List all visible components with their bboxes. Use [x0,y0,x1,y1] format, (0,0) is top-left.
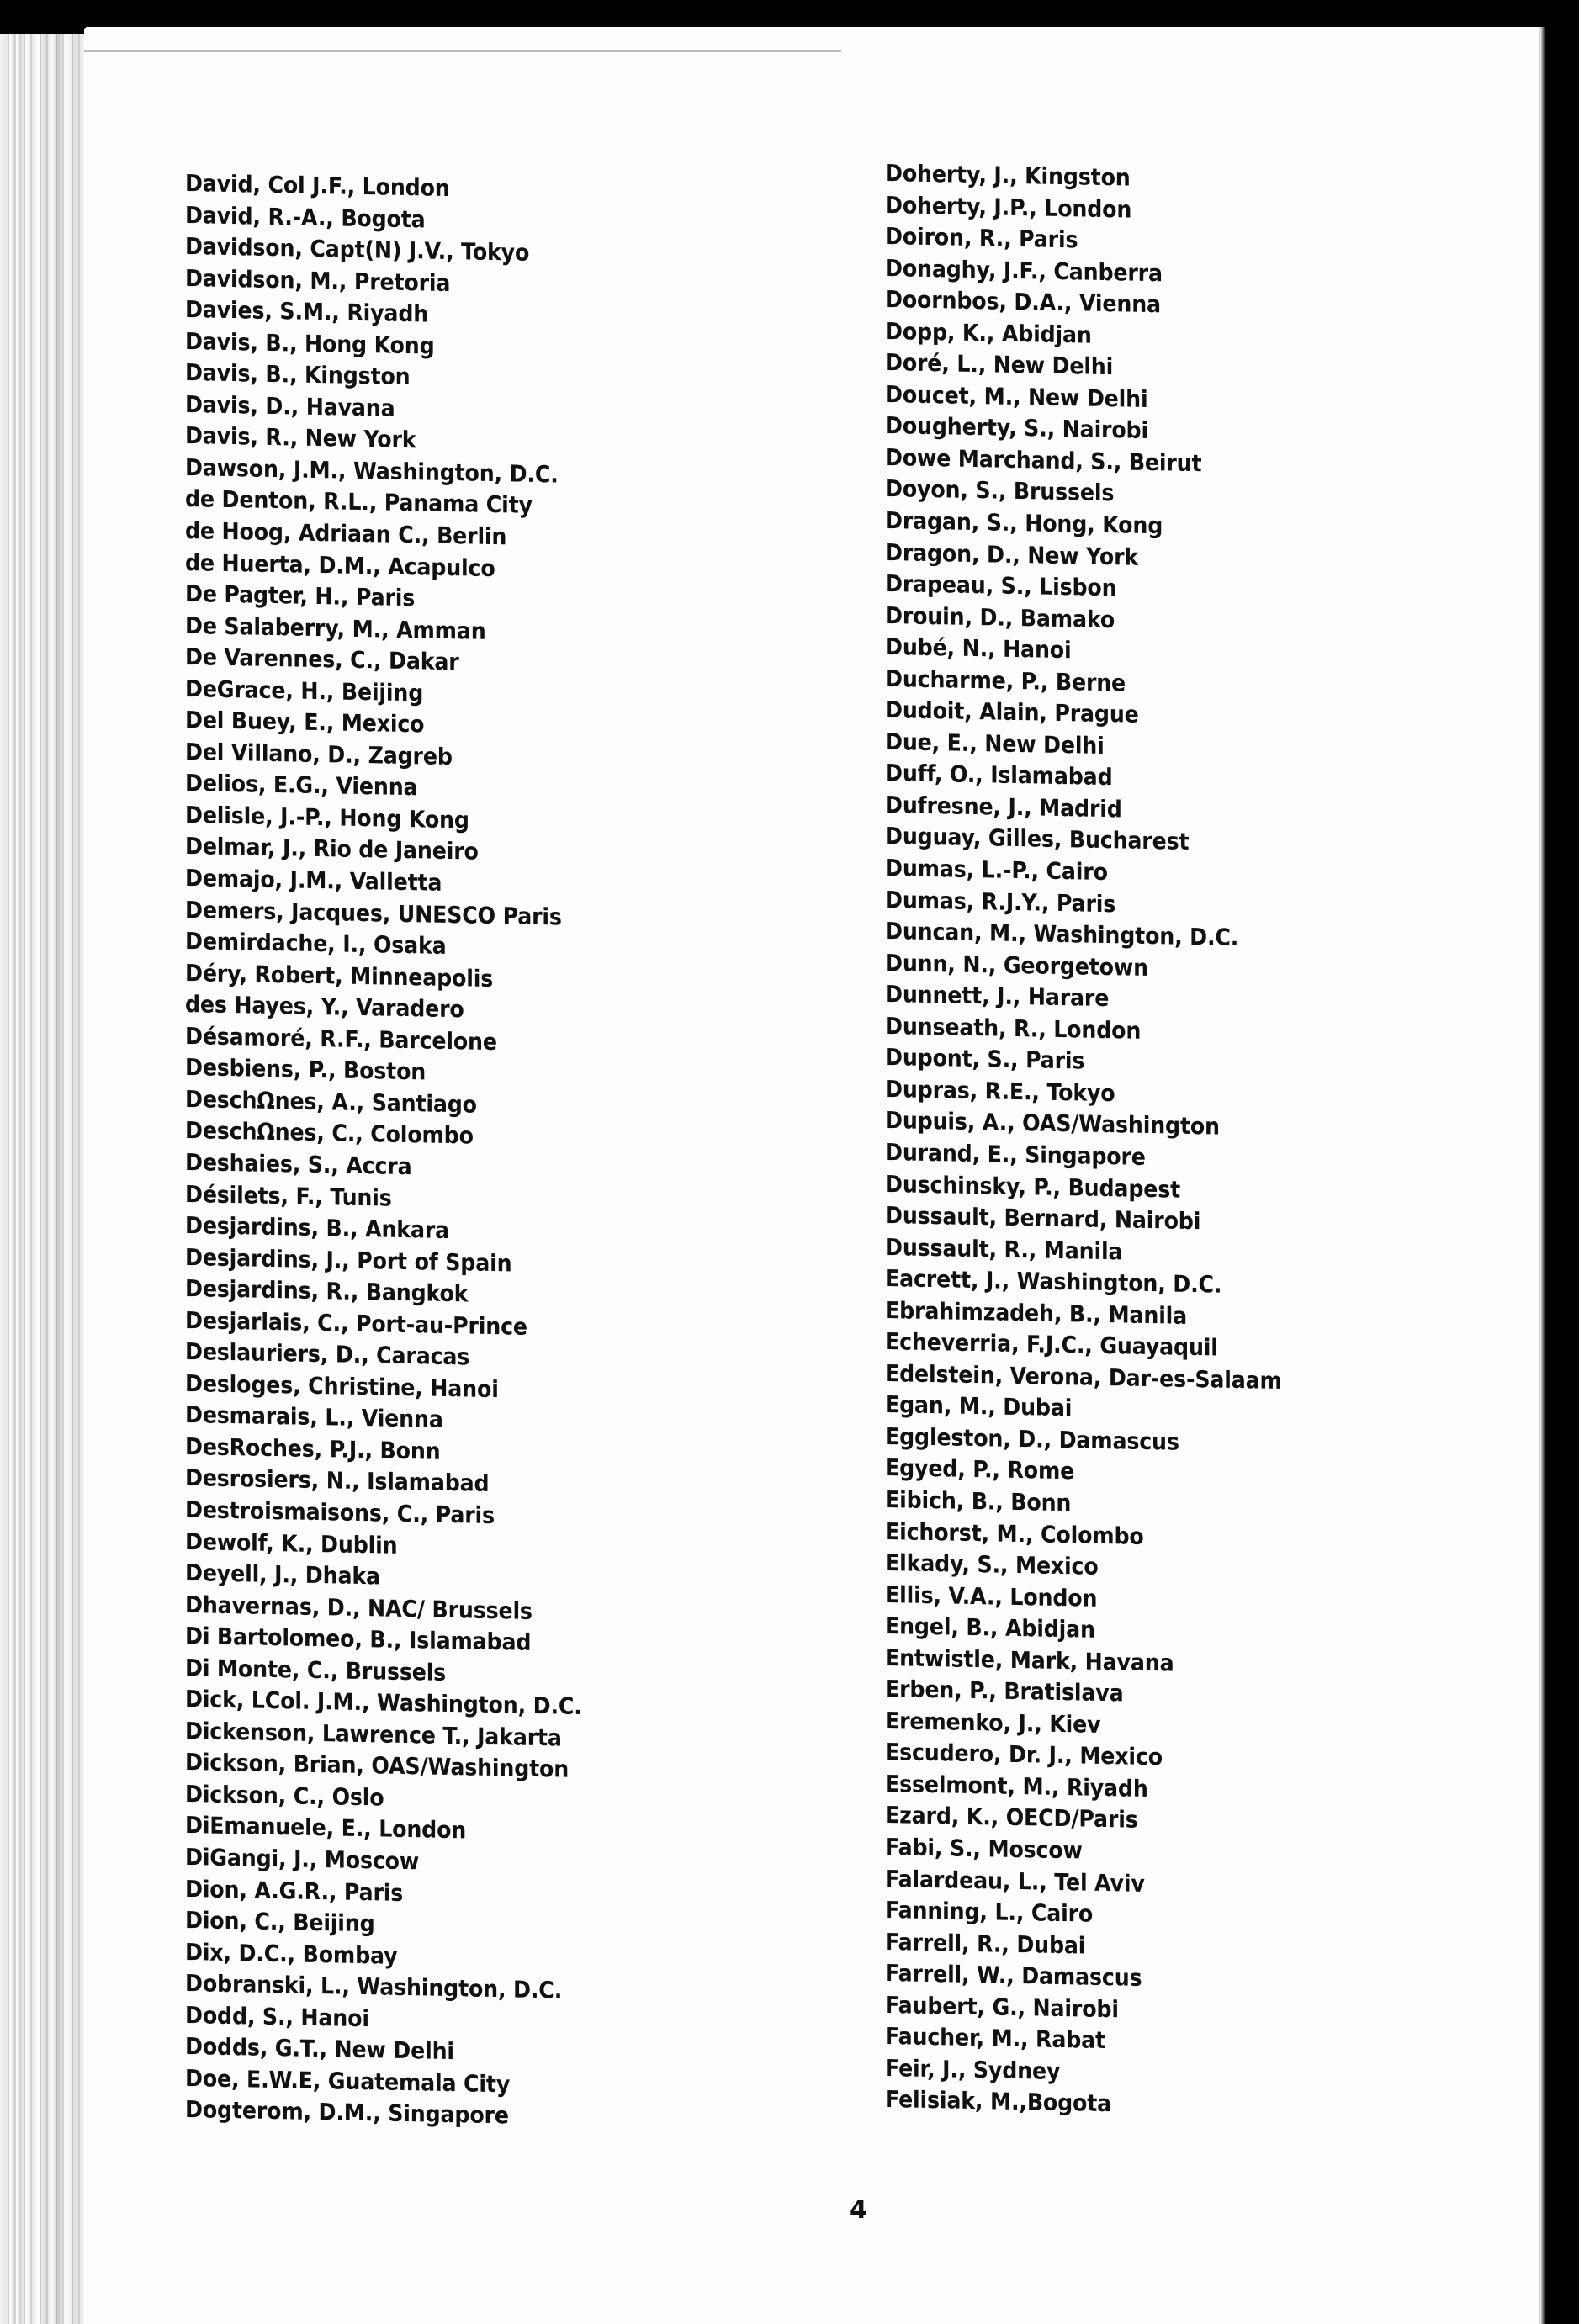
left-name-list [185,168,582,2134]
directory-entry: Dix, D.C., Bombay [185,1938,398,1970]
directory-entry: Davis, R., New York [185,422,416,454]
directory-entry: Dufresne, J., Madrid [885,791,1122,823]
directory-entry: David, Col J.F., London [185,170,450,203]
directory-entry: DesRoches, P.J., Bonn [185,1432,441,1465]
directory-entry: Farrell, R., Dubai [885,1928,1086,1960]
directory-entry: Davies, S.M., Riyadh [185,296,429,328]
directory-entry: Del Buey, E., Mexico [185,707,425,738]
directory-entry: Duschinsky, P., Budapest [885,1170,1181,1204]
directory-entry: Dussault, R., Manila [885,1233,1123,1266]
directory-entry: Demirdache, I., Osaka [185,928,447,961]
directory-entry: Elkady, S., Mexico [885,1549,1099,1580]
directory-entry: Eremenko, J., Kiev [885,1707,1101,1739]
directory-entry: Davidson, M., Pretoria [185,264,451,297]
directory-entry: Drapeau, S., Lisbon [885,570,1117,602]
directory-entry: Desloges, Christine, Hanoi [185,1369,499,1403]
directory-entry: Edelstein, Verona, Dar-es-Salaam [885,1359,1282,1395]
directory-entry: Demers, Jacques, UNESCO Paris [185,896,562,931]
directory-entry: Deslauriers, D., Caracas [185,1338,470,1371]
directory-entry: Desrosiers, N., Islamabad [185,1464,490,1498]
right-name-list [885,158,1282,2124]
directory-entry: Dickenson, Lawrence T., Jakarta [185,1717,562,1752]
directory-entry: Deshaies, S., Accra [185,1148,412,1181]
directory-entry: Dunnett, J., Harare [885,981,1110,1013]
directory-entry: Entwistle, Mark, Havana [885,1644,1174,1677]
directory-entry: Déry, Robert, Minneapolis [185,959,494,993]
directory-entry: Erben, P., Bratislava [885,1676,1124,1707]
directory-entry: Doyon, S., Brussels [885,475,1115,507]
directory-entry: Engel, B., Abidjan [885,1612,1095,1644]
directory-entry: DiGangi, J., Moscow [185,1843,420,1876]
directory-entry: Di Monte, C., Brussels [185,1654,447,1686]
directory-entry: Dodd, S., Hanoi [185,2001,369,2032]
directory-entry: de Huerta, D.M., Acapulco [185,548,495,582]
directory-entry: Dragan, S., Hong, Kong [885,507,1163,540]
directory-entry: Del Villano, D., Zagreb [185,738,453,770]
directory-entry: Dogterom, D.M., Singapore [185,2096,509,2130]
directory-entry: Durand, E., Singapore [885,1138,1146,1171]
directory-entry: Dick, LCol. J.M., Washington, D.C. [185,1686,582,1721]
directory-entry: Doherty, J.P., London [885,191,1132,224]
directory-entry: Dubé, N., Hanoi [885,633,1072,664]
directory-entry: Dickson, C., Oslo [185,1780,384,1812]
top-rule [84,50,841,52]
directory-entry: Fanning, L., Cairo [885,1897,1094,1928]
directory-entry: Dupont, S., Paris [885,1044,1085,1075]
directory-entry: Echeverria, F.J.C., Guayaquil [885,1328,1218,1362]
directory-entry: Faucher, M., Rabat [885,2023,1105,2055]
directory-entry: Desmarais, L., Vienna [185,1401,443,1434]
directory-entry: Faubert, G., Nairobi [885,1991,1119,2024]
directory-entry: Farrell, W., Damascus [885,1960,1142,1993]
directory-entry: Donaghy, J.F., Canberra [885,254,1163,287]
directory-entry: Ebrahimzadeh, B., Manila [885,1296,1188,1330]
directory-entry: Fabi, S., Moscow [885,1833,1083,1865]
directory-entry: Dion, A.G.R., Paris [185,1875,404,1907]
directory-entry: Désamoré, R.F., Barcelone [185,1022,497,1056]
directory-entry: Felisiak, M.,Bogota [885,2086,1112,2118]
directory-entry: Dupras, R.E., Tokyo [885,1075,1115,1108]
directory-entry: Delios, E.G., Vienna [185,770,418,802]
directory-entry: Dunseath, R., London [885,1012,1142,1045]
directory-entry: De Salaberry, M., Amman [185,611,486,645]
directory-entry: Désilets, F., Tunis [185,1180,392,1212]
directory-entry: Esselmont, M., Riyadh [885,1770,1148,1803]
directory-entry: Doucet, M., New Delhi [885,380,1148,413]
directory-entry: Egyed, P., Rome [885,1454,1075,1485]
directory-entry: De Varennes, C., Dakar [185,643,459,676]
directory-entry: Demajo, J.M., Valletta [185,865,442,897]
directory-entry: Dupuis, A., OAS/Washington [885,1107,1220,1141]
directory-entry: Dowe Marchand, S., Beirut [885,443,1202,478]
directory-entry: Doornbos, D.A., Vienna [885,286,1161,319]
directory-entry: Drouin, D., Bamako [885,601,1115,633]
directory-entry: Dudoit, Alain, Prague [885,696,1139,729]
directory-entry: Desjarlais, C., Port-au-Prince [185,1306,527,1341]
directory-entry: Dion, C., Beijing [185,1907,375,1938]
directory-entry: DiEmanuele, E., London [185,1812,467,1845]
directory-entry: Eibich, B., Bonn [885,1485,1072,1517]
directory-entry: Eichorst, M., Colombo [885,1517,1144,1550]
directory-entry: Feir, J., Sydney [885,2054,1061,2085]
directory-entry: Dewolf, K., Dublin [185,1527,398,1559]
directory-entry: Ezard, K., OECD/Paris [885,1802,1138,1834]
directory-entry: Dumas, R.J.Y., Paris [885,886,1116,918]
directory-entry: DeschΩnes, C., Colombo [185,1117,474,1150]
directory-entry: De Pagter, H., Paris [185,580,416,612]
directory-entry: de Denton, R.L., Panama City [185,485,533,520]
directory-entry: Dhavernas, D., NAC/ Brussels [185,1591,533,1625]
directory-entry: Dawson, J.M., Washington, D.C. [185,453,559,489]
directory-entry: Destroismaisons, C., Paris [185,1496,495,1530]
directory-entry: Dragon, D., New York [885,538,1139,571]
directory-entry: des Hayes, Y., Varadero [185,991,464,1024]
directory-entry: Desjardins, B., Ankara [185,1212,450,1245]
directory-entry: de Hoog, Adriaan C., Berlin [185,517,507,551]
directory-entry: Delmar, J., Rio de Janeiro [185,833,479,866]
directory-entry: Ducharme, P., Berne [885,664,1126,697]
page-number: 4 [850,2195,867,2225]
directory-entry: Doiron, R., Paris [885,223,1078,254]
directory-entry: Duff, O., Islamabad [885,760,1113,791]
directory-entry: Davis, B., Hong Kong [185,327,435,360]
directory-entry: Egan, M., Dubai [885,1391,1073,1422]
directory-entry: Delisle, J.-P., Hong Kong [185,801,469,834]
directory-entry: Deyell, J., Dhaka [185,1559,380,1591]
directory-entry: Dodds, G.T., New Delhi [185,2033,454,2066]
directory-entry: Ellis, V.A., London [885,1580,1098,1612]
directory-entry: Davis, B., Kingston [185,359,411,391]
directory-entry: Desjardins, R., Bangkok [185,1275,469,1308]
directory-entry: Desbiens, P., Boston [185,1054,427,1086]
directory-entry: Dumas, L.-P., Cairo [885,855,1108,887]
directory-entry: DeGrace, H., Beijing [185,675,424,707]
directory-entry: DeschΩnes, A., Santiago [185,1085,477,1119]
directory-entry: Eacrett, J., Washington, D.C. [885,1265,1222,1299]
directory-entry: Dobranski, L., Washington, D.C. [185,1970,563,2004]
directory-entry: Dopp, K., Abidjan [885,317,1092,349]
directory-entry: Doe, E.W.E, Guatemala City [185,2064,511,2099]
directory-entry: Duncan, M., Washington, D.C. [885,918,1239,952]
directory-entry: David, R.-A., Bogota [185,201,426,234]
directory-entry: Di Bartolomeo, B., Islamabad [185,1623,532,1657]
directory-entry: Escudero, Dr. J., Mexico [885,1739,1163,1771]
directory-entry: Doré, L., New Delhi [885,349,1114,381]
directory-entry: Dougherty, S., Nairobi [885,412,1148,445]
directory-entry: Dunn, N., Georgetown [885,949,1148,982]
directory-entry: Due, E., New Delhi [885,728,1105,760]
directory-entry: Davidson, Capt(N) J.V., Tokyo [185,233,530,267]
directory-entry: Doherty, J., Kingston [885,160,1131,192]
directory-entry: Desjardins, J., Port of Spain [185,1243,512,1278]
directory-entry: Dickson, Brian, OAS/Washington [185,1749,570,1784]
directory-entry: Davis, D., Havana [185,390,395,422]
directory-entry: Duguay, Gilles, Bucharest [885,823,1190,856]
directory-entry: Falardeau, L., Tel Aviv [885,1865,1145,1898]
directory-entry: Eggleston, D., Damascus [885,1422,1179,1456]
directory-entry: Dussault, Bernard, Nairobi [885,1202,1201,1236]
